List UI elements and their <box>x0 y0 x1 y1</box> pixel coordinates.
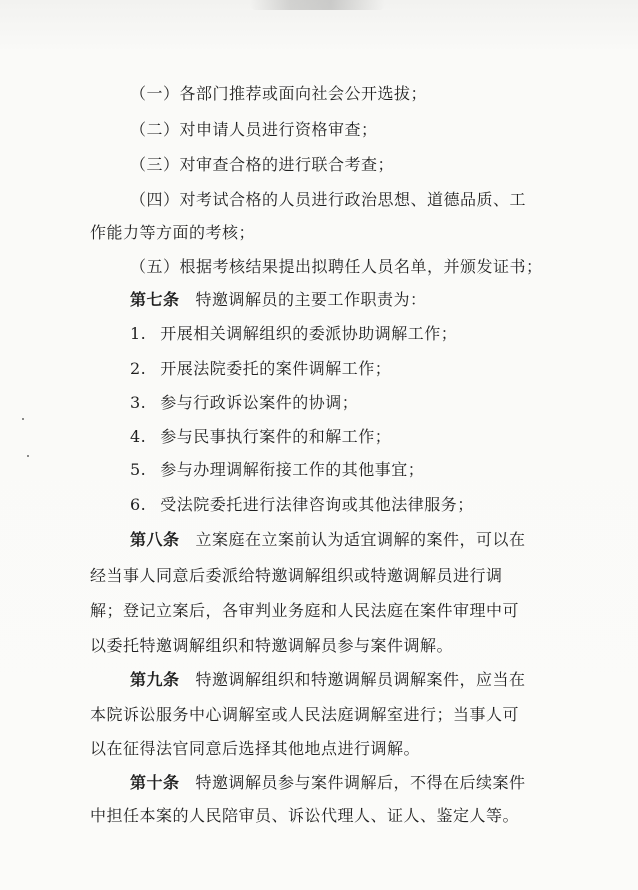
article-9-label: 第九条 <box>130 670 180 689</box>
list-item-5: （五）根据考核结果提出拟聘任人员名单，并颁发证书； <box>130 257 543 276</box>
duty-item-6-num: 6. <box>130 495 147 514</box>
duty-item-3-num: 3. <box>130 393 147 412</box>
list-item-1: （一）各部门推荐或面向社会公开选拔； <box>130 84 428 103</box>
duty-item-5-num: 5. <box>130 460 147 479</box>
scan-speck <box>27 455 29 457</box>
article-10-line-1 <box>130 773 526 793</box>
article-10-text-1: 特邀调解员参与案件调解后，不得在后续案件 <box>195 773 526 792</box>
article-8-line-2: 经当事人同意后委派给特邀调解组织或特邀调解员进行调 <box>90 566 503 585</box>
duty-item-2 <box>130 359 391 379</box>
duty-item-1-text: 开展相关调解组织的委派协助调解工作； <box>160 324 458 343</box>
list-item-3: （三）对审查合格的进行联合考查； <box>130 155 395 174</box>
duty-item-1-num: 1. <box>130 324 147 343</box>
article-7 <box>130 290 427 310</box>
article-9-line-1 <box>130 670 526 690</box>
duty-item-6 <box>130 495 474 515</box>
list-item-4: （四）对考试合格的人员进行政治思想、道德品质、工 <box>130 190 527 209</box>
duty-item-2-num: 2. <box>130 359 147 378</box>
scan-speck <box>22 418 24 420</box>
list-item-2: （二）对申请人员进行资格审查； <box>130 120 378 139</box>
duty-item-5 <box>130 460 424 480</box>
article-10-label: 第十条 <box>130 773 180 792</box>
article-8-text-1: 立案庭在立案前认为适宜调解的案件，可以在 <box>195 530 526 549</box>
article-8-line-1 <box>130 530 526 550</box>
article-8-label: 第八条 <box>130 530 180 549</box>
duty-item-4 <box>130 427 391 447</box>
duty-item-3 <box>130 393 358 413</box>
scan-smudge <box>250 0 385 10</box>
article-9-text-1: 特邀调解组织和特邀调解员调解案件，应当在 <box>195 670 526 689</box>
article-9-line-3: 以在征得法官同意后选择其他地点进行调解。 <box>90 739 421 758</box>
list-item-4-cont: 作能力等方面的考核； <box>90 223 256 242</box>
article-7-label: 第七条 <box>130 290 180 309</box>
duty-item-6-text: 受法院委托进行法律咨询或其他法律服务； <box>160 495 474 514</box>
article-8-line-4: 以委托特邀调解组织和特邀调解员参与案件调解。 <box>90 636 454 655</box>
article-8-line-3: 解；登记立案后，各审判业务庭和人民法庭在案件审理中可 <box>90 601 520 620</box>
duty-item-3-text: 参与行政诉讼案件的协调； <box>160 393 359 412</box>
article-9-line-2: 本院诉讼服务中心调解室或人民法庭调解室进行；当事人可 <box>90 705 520 724</box>
article-10-line-2: 中担任本案的人民陪审员、诉讼代理人、证人、鉴定人等。 <box>90 806 520 825</box>
duty-item-1 <box>130 324 457 344</box>
article-7-text: 特邀调解员的主要工作职责为： <box>195 290 427 309</box>
duty-item-4-text: 参与民事执行案件的和解工作； <box>160 427 392 446</box>
duty-item-4-num: 4. <box>130 427 147 446</box>
duty-item-5-text: 参与办理调解衔接工作的其他事宜； <box>160 460 425 479</box>
duty-item-2-text: 开展法院委托的案件调解工作； <box>160 359 392 378</box>
